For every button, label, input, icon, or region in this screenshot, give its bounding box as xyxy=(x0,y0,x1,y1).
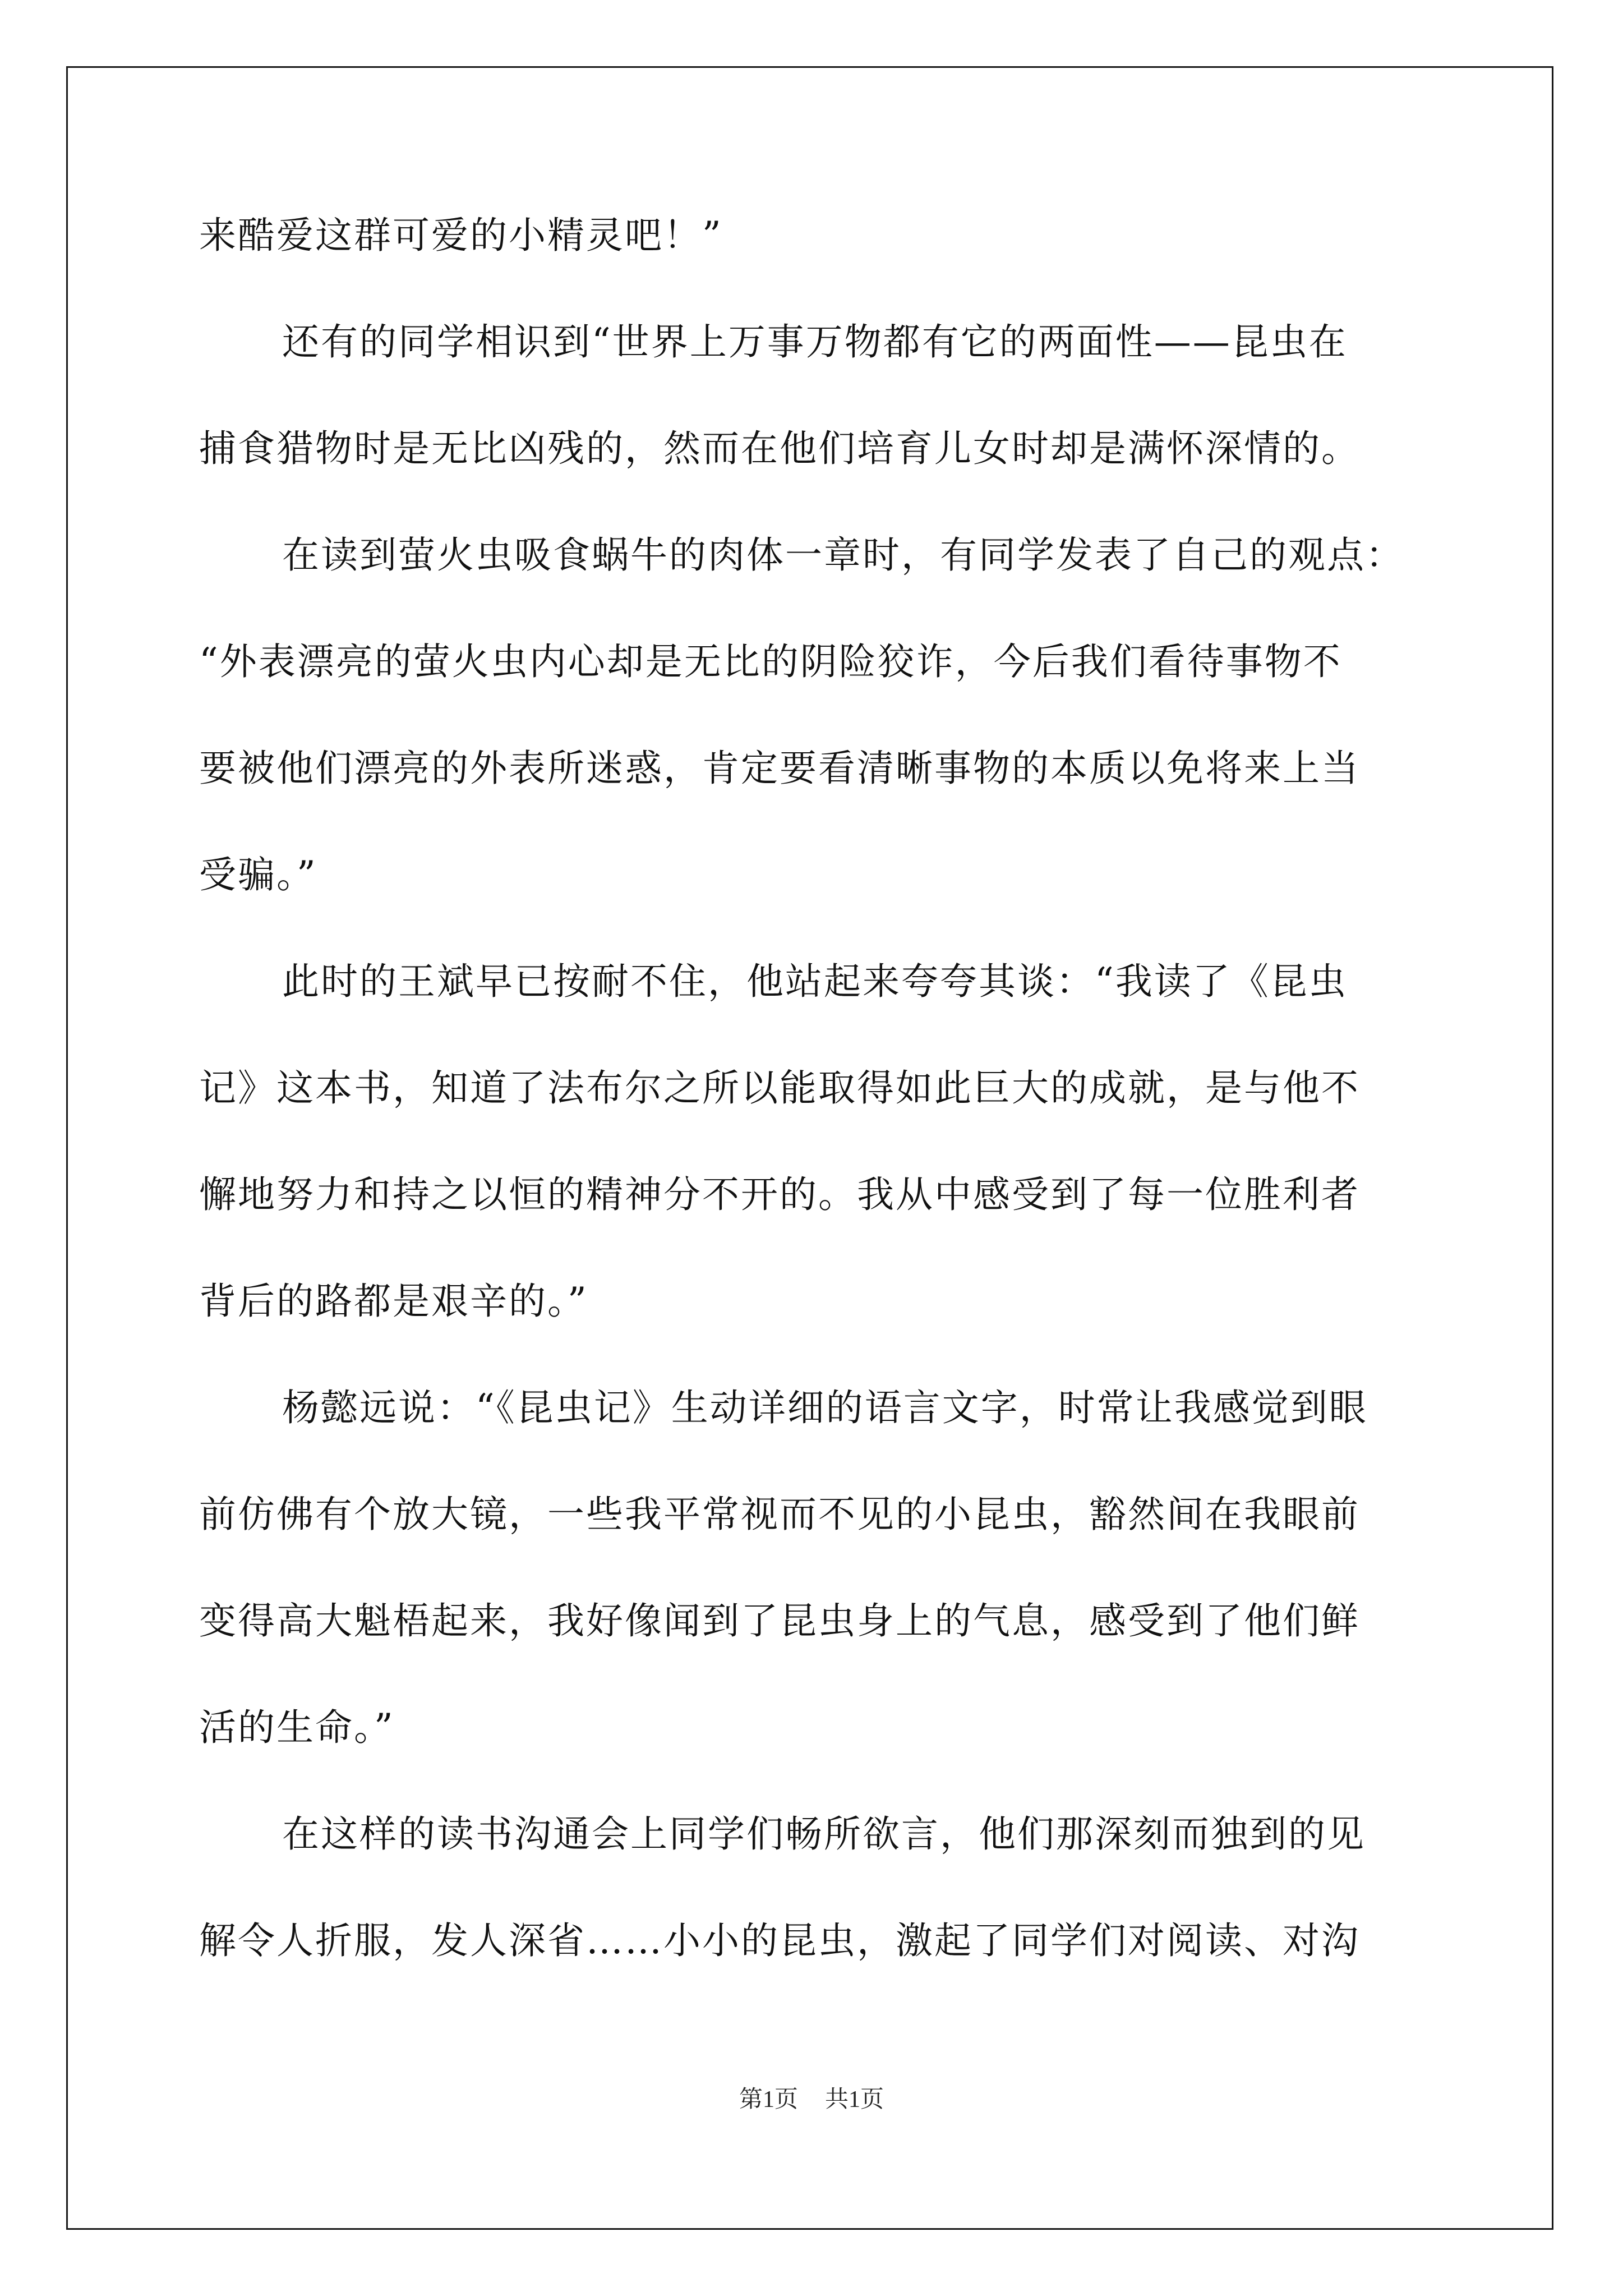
text-line: 受骗。” xyxy=(199,853,317,896)
page-number: 第1页 xyxy=(739,2087,798,2113)
text-line: “外表漂亮的萤火虫内心却是无比的阴险狡诈，今后我们看待事物不 xyxy=(199,640,1342,683)
text-line: 活的生命。” xyxy=(199,1706,395,1749)
page-total: 共1页 xyxy=(825,2087,884,2113)
page-border xyxy=(66,66,1553,2230)
paragraph-first-line: 此时的王斌早已按耐不住，他站起来夸夸其谈：“我读了《昆虫 xyxy=(282,960,1348,1003)
text-line: 记》这本书，知道了法布尔之所以能取得如此巨大的成就，是与他不 xyxy=(199,1066,1360,1110)
text-line: 解令人折服，发人深省……小小的昆虫，激起了同学们对阅读、对沟 xyxy=(199,1919,1360,1962)
text-line: 懈地努力和持之以恒的精神分不开的。我从中感受到了每一位胜利者 xyxy=(199,1173,1360,1216)
text-line: 前仿佛有个放大镜，一些我平常视而不见的小昆虫，豁然间在我眼前 xyxy=(199,1493,1360,1536)
text-line: 来酷爱这群可爱的小精灵吧！” xyxy=(199,214,723,257)
text-line: 捕食猎物时是无比凶残的，然而在他们培育儿女时却是满怀深情的。 xyxy=(199,427,1360,470)
paragraph-first-line: 在读到萤火虫吸食蜗牛的肉体一章时，有同学发表了自己的观点： xyxy=(282,533,1404,577)
paragraph-first-line: 杨懿远说：“《昆虫记》生动详细的语言文字，时常让我感觉到眼 xyxy=(282,1386,1368,1429)
paragraph-first-line: 还有的同学相识到“世界上万事万物都有它的两面性——昆虫在 xyxy=(282,320,1348,364)
paragraph-first-line: 在这样的读书沟通会上同学们畅所欲言，他们那深刻而独到的见 xyxy=(282,1812,1366,1856)
page-footer xyxy=(0,2083,1623,2116)
text-line: 要被他们漂亮的外表所迷惑，肯定要看清晰事物的本质以免将来上当 xyxy=(199,747,1360,790)
text-line: 背后的路都是艰辛的。” xyxy=(199,1280,588,1323)
text-line: 变得高大魁梧起来，我好像闻到了昆虫身上的气息，感受到了他们鲜 xyxy=(199,1599,1360,1642)
